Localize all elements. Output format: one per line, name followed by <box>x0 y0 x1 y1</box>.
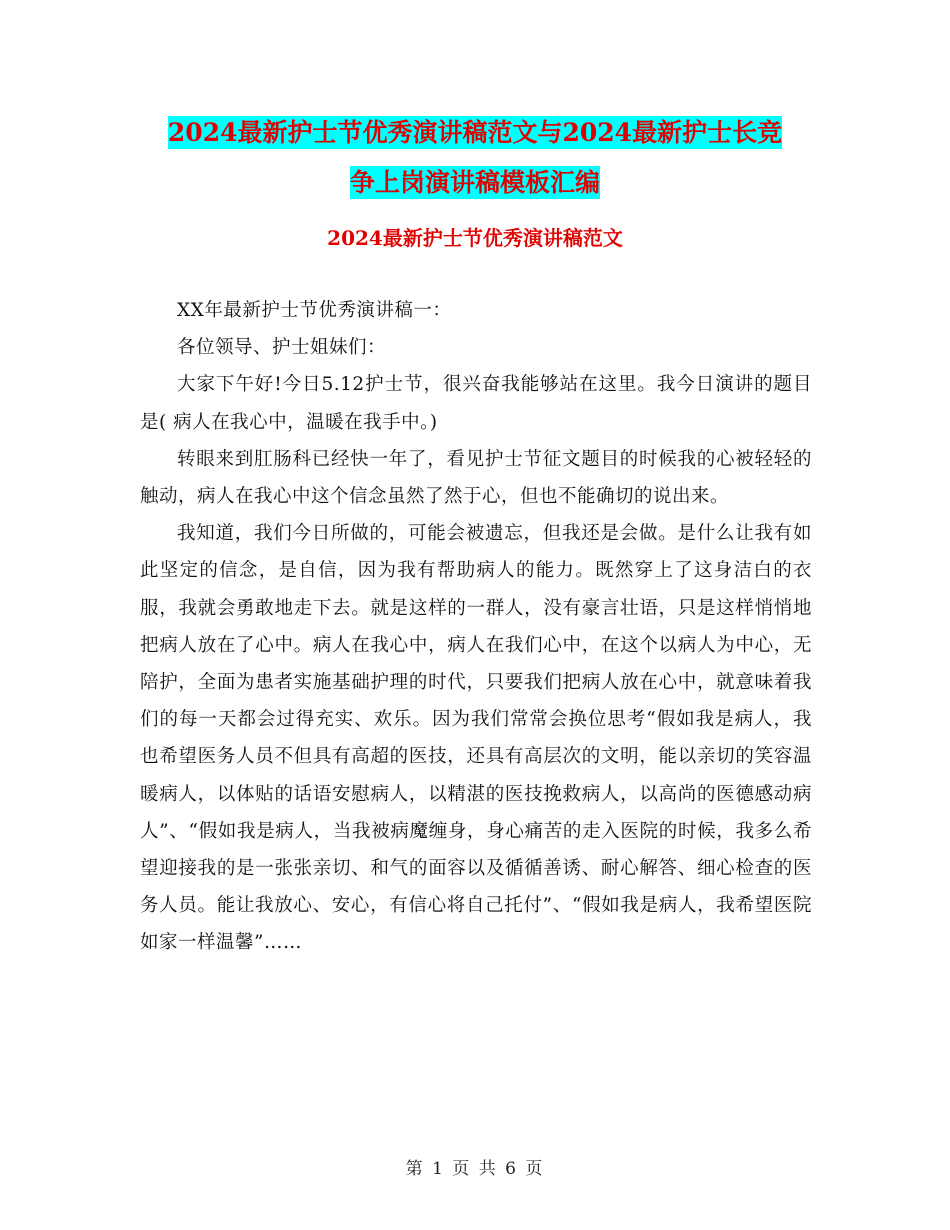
title-line-2: 争上岗演讲稿模板汇编 <box>349 168 600 197</box>
paragraph: XX年最新护士节优秀演讲稿一： <box>177 300 452 321</box>
section-heading: 2024最新护士节优秀演讲稿范文 <box>327 226 623 250</box>
document-body <box>140 292 812 962</box>
document-title <box>140 108 810 208</box>
paragraph: 我知道，我们今日所做的，可能会被遗忘，但我还是会做。是什么让我有如此坚定的信念，是自信，因为我有帮助病人的能力。既然穿上了这身洁白的衣服，我就会勇敢地走下去。就是这样的一群人，没有豪言壮语，只是这样悄悄地把病人放在了心中。病人在我心中，病人在我们心中，在这个以病人为中心，无陪护，全面为患者实施基础护理的时代，只要我们把病人放在心中，就意味着我们的每一天都会过得充实、欢乐。因为我们常常会换位思考“假如我是病人，我也希望医务人员不但具有高超的医技，还具有高层次的文明，能以亲切的笑容温暖病人，以体贴的话语安慰病人，以精湛的医技挽救病人，以高尚的医德感动病人”、“假如我是病人，当我被病魔缠身，身心痛苦的走入医院的时候，我多么希望迎接我的是一张张亲切、和气的面容以及循循善诱、耐心解答、细心检查的医务人员。能让我放心、安心，有信心将自己托付”、“假如我是病人，我希望医院如家一样温馨”…… <box>140 523 812 954</box>
title-line-1: 2024最新护士节优秀演讲稿范文与2024最新护士长竞 <box>167 118 783 147</box>
paragraph: 各位领导、护士姐妹们： <box>177 337 387 359</box>
page-footer: 第 1 页 共 6 页 <box>405 1159 545 1179</box>
paragraph: 大家下午好!今日5.12护士节，很兴奋我能够站在这里。我今日演讲的题目是( 病人在我心中，温暖在我手中。) <box>140 374 812 433</box>
paragraph: 转眼来到肛肠科已经快一年了，看见护士节征文题目的时候我的心被轻轻的触动，病人在我心中这个信念虽然了然于心，但也不能确切的说出来。 <box>140 448 812 508</box>
